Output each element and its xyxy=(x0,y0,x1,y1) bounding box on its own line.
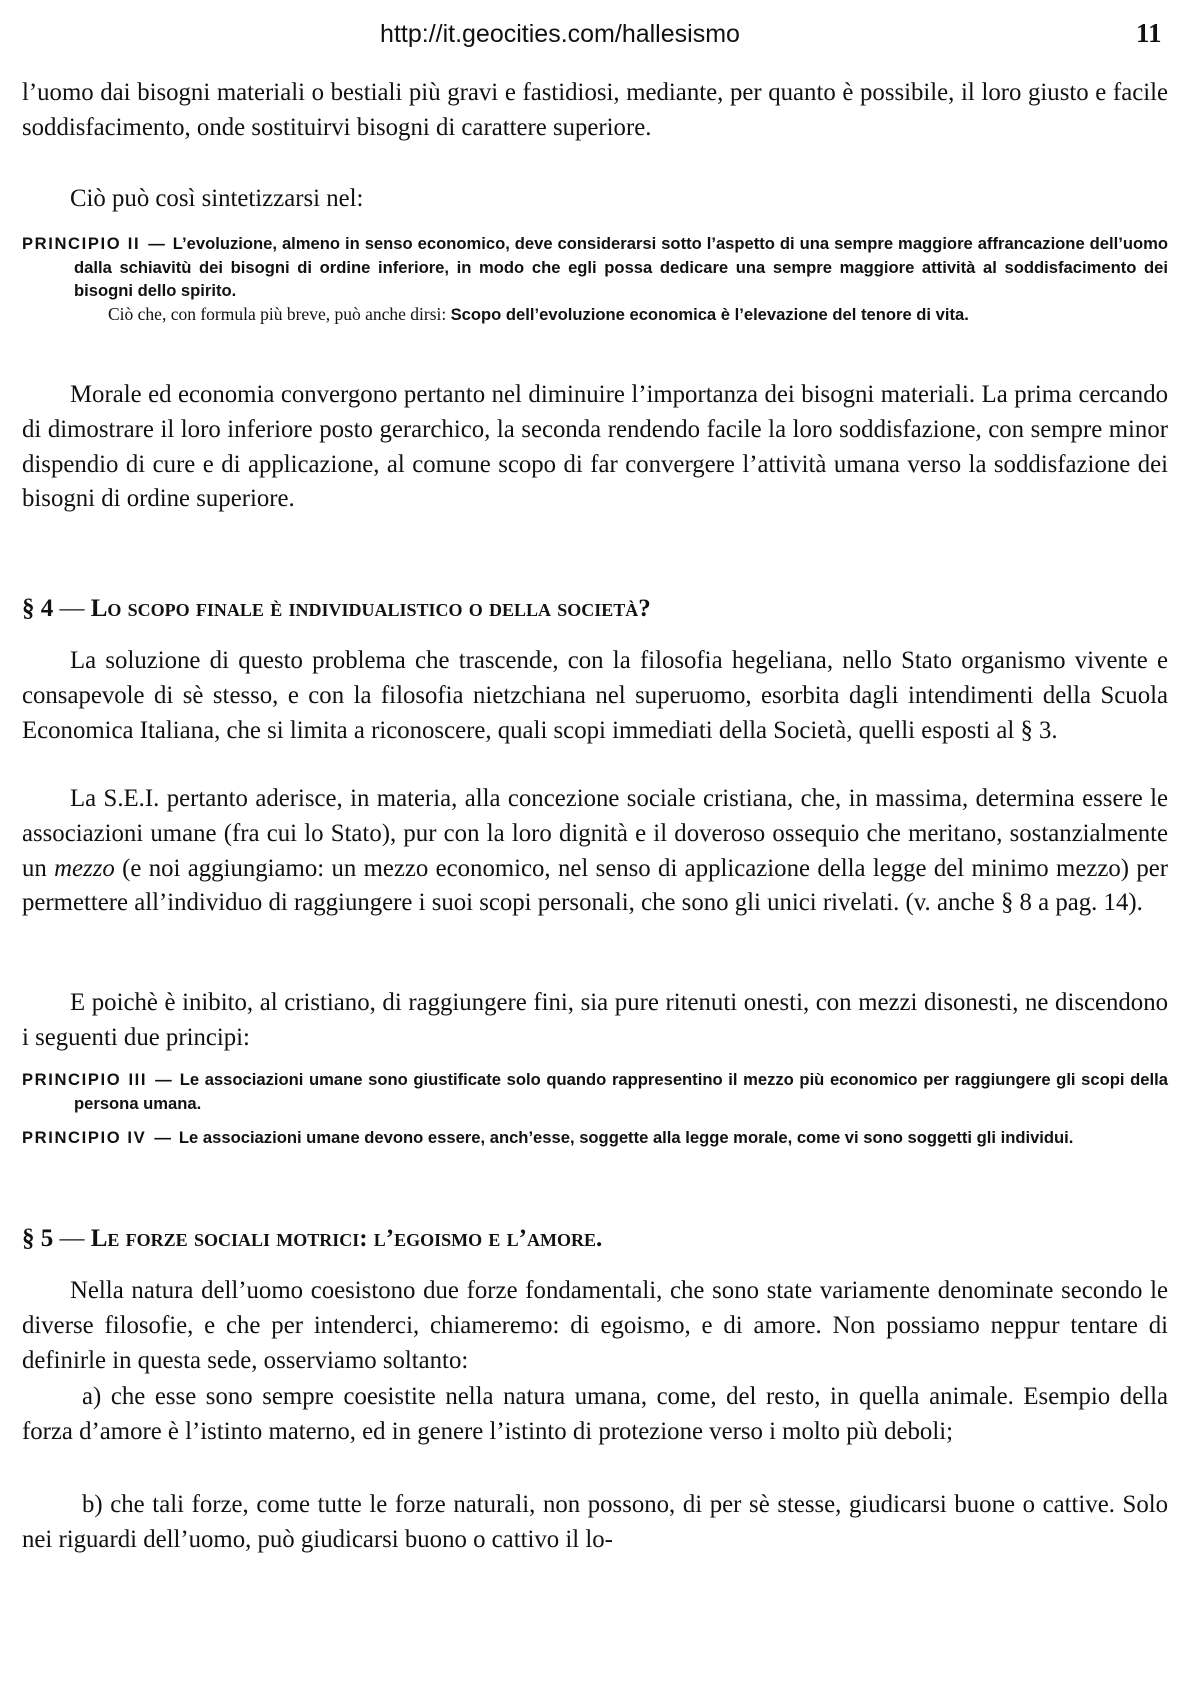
paragraph-poiche: E poichè è inibito, al cristiano, di raggiungere fini, sia pure ritenuti onesti, con mezzi disonesti, ne discendono i seguenti due principi: xyxy=(22,989,1168,1051)
page-number: 11 xyxy=(1136,18,1162,48)
paragraph-sei xyxy=(22,782,1168,921)
section-heading-5 xyxy=(22,1222,1168,1256)
principle-iv-label: PRINCIPIO IV xyxy=(22,1128,147,1147)
paragraph-point-b: b) che tali forze, come tutte le forze naturali, non possono, di per sè stesse, giudicarsi buone o cattive. Solo nei riguardi dell’uomo, può giudicarsi buono o cattivo il lo- xyxy=(22,1491,1168,1553)
paragraph-intro-continuation: l’uomo dai bisogni materiali o bestiali più gravi e fastidiosi, mediante, per quanto è possibile, il loro giusto e facile soddisfacimento, onde sostituirvi bisogni di carattere superiore. xyxy=(22,79,1168,141)
section-4-number: § 4 xyxy=(22,595,54,622)
principle-iii xyxy=(22,1068,1168,1115)
section-5-number: § 5 xyxy=(22,1225,54,1252)
principle-iii-dash: — xyxy=(155,1070,172,1089)
paragraph-synthesis: Ciò può così sintetizzarsi nel: xyxy=(70,185,364,212)
paragraph-soluzione: La soluzione di questo problema che trascende, con la filosofia hegeliana, nello Stato organismo vivente e consapevole di sè stesso, e con la filosofia nietzchiana nel superuomo, esorbita dagli intendimenti della Scuola Economica Italiana, che si limita a riconoscere, quali scopi immediati della Società, quelli esposti al § 3. xyxy=(22,647,1168,744)
principle-ii-note-bold: Scopo dell’evoluzione economica è l’elevazione del tenore di vita. xyxy=(450,305,969,324)
principle-iii-text: Le associazioni umane sono giustificate solo quando rappresentino il mezzo più economico per raggiungere gli scopi della persona umana. xyxy=(74,1070,1168,1113)
principle-iv xyxy=(22,1126,1168,1150)
page-url: http://it.geocities.com/hallesismo xyxy=(380,20,740,48)
section-heading-4 xyxy=(22,592,1168,626)
principle-iv-dash: — xyxy=(154,1128,171,1147)
paragraph-sei-after: (e noi aggiungiamo: un mezzo economico, nel senso di applicazione della legge del minimo mezzo) per permettere all’individuo di raggiungere i suoi scopi personali, che sono gli unici rivelati. (v. anche § 8 a pag. 14). xyxy=(22,854,1168,917)
principle-ii-note-prefix: Ciò che, con formula più breve, può anche dirsi: xyxy=(108,304,451,324)
principle-iii-label: PRINCIPIO III xyxy=(22,1070,148,1089)
section-4-dash: — xyxy=(59,595,85,622)
section-5-title: Le forze sociali motrici: l’egoismo e l’amore. xyxy=(90,1225,603,1252)
paragraph-sei-emphasis: mezzo xyxy=(54,854,115,882)
paragraph-morale-economia: Morale ed economia convergono pertanto nel diminuire l’importanza dei bisogni materiali. La prima cercando di dimostrare il loro inferiore posto gerarchico, la seconda rendendo facile la loro soddisfazione, con sempre minor dispendio di cure e di applicazione, al comune scopo di far convergere l’attività umana verso la soddisfazione dei bisogni di ordine superiore. xyxy=(22,381,1168,513)
principle-ii-note xyxy=(74,303,1168,327)
section-5-dash: — xyxy=(59,1225,85,1252)
principle-ii xyxy=(22,232,1168,303)
principle-ii-dash: — xyxy=(148,234,165,253)
section-4-title: Lo scopo finale è individualistico o della società? xyxy=(90,595,651,622)
principle-ii-text: L’evoluzione, almeno in senso economico, deve considerarsi sotto l’aspetto di una sempre maggiore affrancazione dell’uomo dalla schiavitù dei bisogni di ordine inferiore, in modo che egli possa dedicare una sempre maggiore attività al soddisfacimento dei bisogni dello spirito. xyxy=(74,234,1168,300)
paragraph-natura-uomo: Nella natura dell’uomo coesistono due forze fondamentali, che sono state variamente denominate secondo le diverse filosofie, e che per intenderci, chiameremo: di egoismo, e di amore. Non possiamo neppur tentare di definirle in questa sede, osserviamo soltanto: xyxy=(22,1277,1168,1374)
paragraph-point-a: a) che esse sono sempre coesistite nella natura umana, come, del resto, in quella animale. Esempio della forza d’amore è l’istinto materno, ed in genere l’istinto di protezione verso i molto più deboli; xyxy=(22,1383,1168,1445)
paragraph-sei-before: La S.E.I. pertanto aderisce, in materia, alla concezione sociale cristiana, che, in massima, determina essere le associazioni umane (fra cui lo Stato), pur con la loro dignità e il doveroso ossequio che meritano, sostanzialmente un xyxy=(22,785,1168,882)
principle-ii-label: PRINCIPIO II xyxy=(22,234,141,253)
principle-iv-text: Le associazioni umane devono essere, anch’esse, soggette alla legge morale, come vi sono soggetti gli individui. xyxy=(178,1128,1074,1147)
